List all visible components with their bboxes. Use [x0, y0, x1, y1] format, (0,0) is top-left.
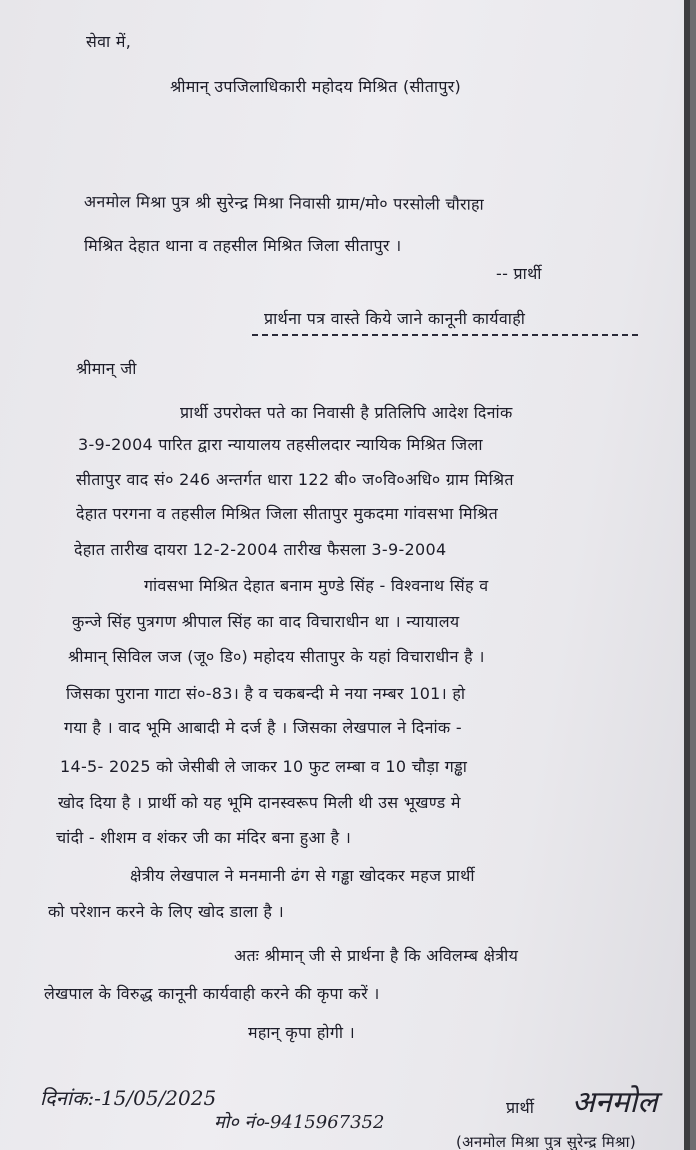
body-line: लेखपाल के विरुद्ध कानूनी कार्यवाही करने की कृपा करें ।	[44, 984, 380, 1003]
salutation-to: सेवा में,	[86, 32, 132, 51]
body-line: गांवसभा मिश्रित देहात बनाम मुण्डे सिंह - विश्वनाथ सिंह व	[144, 576, 489, 595]
date-line: दिनांक:-15/05/2025	[40, 1086, 217, 1110]
sender-role: -- प्रार्थी	[496, 264, 542, 283]
body-line: देहात तारीख दायरा 12-2-2004 तारीख फैसला 3-9-2004	[74, 540, 447, 559]
body-line: देहात परगना व तहसील मिश्रित जिला सीतापुर मुकदमा गांवसभा मिश्रित	[76, 504, 499, 523]
sender-line-2: मिश्रित देहात थाना व तहसील मिश्रित जिला सीतापुर ।	[84, 236, 402, 255]
body-line: चांदी - शीशम व शंकर जी का मंदिर बना हुआ है ।	[56, 828, 352, 847]
body-line: गया है । वाद भूमि आबादी मे दर्ज है । जिसका लेखपाल ने दिनांक -	[64, 718, 462, 737]
phone-line: मो० नं०-9415967352	[214, 1112, 385, 1133]
petitioner-label: प्रार्थी	[506, 1098, 535, 1117]
body-line: को परेशान करने के लिए खोद डाला है ।	[48, 902, 284, 921]
body-line: खोद दिया है । प्रार्थी को यह भूमि दानस्वरूप मिली थी उस भूखण्ड मे	[58, 793, 461, 812]
body-line: 3-9-2004 पारित द्वारा न्यायालय तहसीलदार न्यायिक मिश्रित जिला	[78, 435, 483, 454]
subject-line: प्रार्थना पत्र वास्ते किये जाने कानूनी कार्यवाही	[264, 309, 526, 328]
page-edge-shadow	[684, 0, 690, 1150]
body-line: कुन्जे सिंह पुत्रगण श्रीपाल सिंह का वाद विचाराधीन था । न्यायालय	[72, 612, 460, 631]
subject-underline	[252, 334, 638, 336]
greeting: श्रीमान् जी	[76, 359, 137, 378]
closing-line: महान् कृपा होगी ।	[248, 1023, 356, 1042]
body-line: श्रीमान् सिविल जज (जू० डि०) महोदय सीतापुर के यहां विचाराधीन है ।	[68, 647, 485, 666]
body-line: प्रार्थी उपरोक्त पते का निवासी है प्रतिलिपि आदेश दिनांक	[180, 403, 513, 422]
sender-line-1: अनमोल मिश्रा पुत्र श्री सुरेन्द्र मिश्रा निवासी ग्राम/मो० परसोली चौराहा	[83, 191, 485, 214]
body-line: जिसका पुराना गाटा सं०-83। है व चकबन्दी मे नया नम्बर 101। हो	[66, 684, 466, 703]
body-line: 14-5- 2025 को जेसीबी ले जाकर 10 फुट लम्बा व 10 चौड़ा गड्ढा	[60, 757, 468, 776]
body-line: अतः श्रीमान् जी से प्रार्थना है कि अविलम्ब क्षेत्रीय	[234, 946, 519, 965]
signer-name: (अनमोल मिश्रा पुत्र सुरेन्द्र मिश्रा)	[456, 1133, 636, 1150]
addressee: श्रीमान् उपजिलाधिकारी महोदय मिश्रित (सीतापुर)	[170, 77, 462, 96]
signature: अनमोल	[572, 1085, 658, 1120]
body-line: सीतापुर वाद सं० 246 अन्तर्गत धारा 122 बी० ज०वि०अधि० ग्राम मिश्रित	[76, 470, 514, 489]
body-line: क्षेत्रीय लेखपाल ने मनमानी ढंग से गड्ढा खोदकर महज प्रार्थी	[130, 866, 475, 885]
